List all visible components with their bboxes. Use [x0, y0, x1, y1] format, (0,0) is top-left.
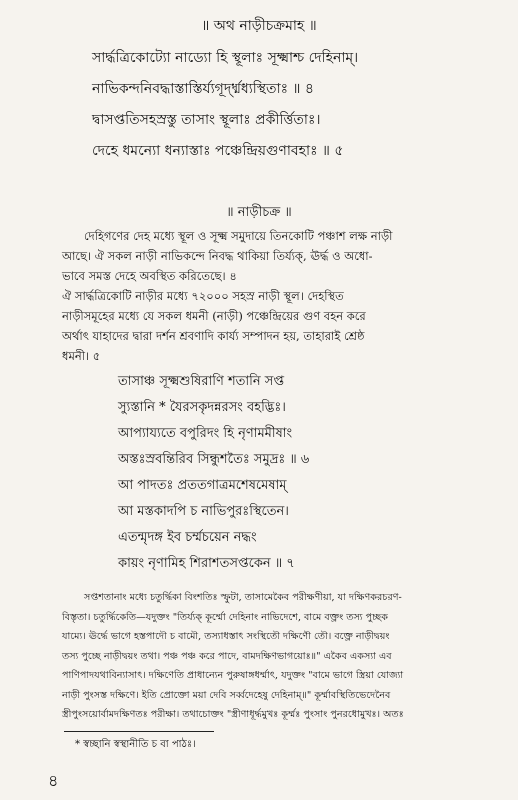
prose-line: অর্থাৎ যাহাদের দ্বারা দর্শন শ্রবণাদি কার্য্য সম্পাদন হয়, তাহারাই শ্রেষ্ঠ	[62, 329, 365, 343]
commentary-line: তস্য পুচ্ছে নাড়ীদ্বয়ং তথা। পঞ্চ পঞ্চ করে পাদে, বামদক্ষিণভাগয়োঃ॥" একৈব একস্যা এব	[62, 650, 392, 662]
verse-line: এতন্মৃদঙ্গ ইব চর্ম্মচয়েন নদ্ধং	[118, 530, 257, 545]
prose-line: ঐ সার্দ্ধত্রিকোটি নাড়ীর মধ্যে ৭২০০০ সহস্র নাড়ী স্থূল। দেহস্থিত	[62, 289, 344, 303]
prose-line: দেহিগণের দেহ মধ্যে স্থূল ও সূক্ষ্ম সমুদায়ে তিনকোটি পঞ্চাশ লক্ষ নাড়ী	[84, 229, 393, 243]
verse-line: অস্তঃস্রবন্তিরিব সিন্ধুশতৈঃ সমুদ্রঃ ॥ ৬	[118, 452, 310, 467]
prose-line: ধমনী। ৫	[62, 349, 101, 363]
prose-line: ভাবে সমস্ত দেহে অবস্থিত করিতেছে। ৪	[62, 269, 237, 283]
commentary-line: নাড়ী পুংসস্ত দক্ষিণে। ইতি প্রোক্তো ময়া দেবি সর্ব্বদেহেষু দেহিনাম্॥" কূর্ম্মাবস্থিতিভেদেনৈব	[62, 689, 391, 701]
verse-line: আপ্যায্যতে বপুরিদং হি নৃণামমীষাং	[118, 426, 293, 441]
verse-line: আ পাদতঃ প্রততগাত্রমশেষমেষাম্	[118, 478, 287, 493]
commentary-line: বিস্তৃতা। চতুর্দ্ধিকেতি—যদুক্তং "তির্য্যক্‌ কূর্ম্মো দেহিনাং নাভিদেশে, বামে বক্ত্রং তস্য পুচ্ছক	[62, 611, 388, 623]
footnote-divider	[64, 731, 214, 732]
verse-line: স্যুস্তানি * যৈরসকৃদন্নরসং বহদ্ভিঃ।	[118, 400, 286, 415]
verse-line: কায়ং নৃণামিহ শিরাশতসপ্তকেন ॥ ৭	[118, 556, 295, 571]
verse-line: আ মস্তকাদপি চ নাভিপুরঃস্থিতেন।	[118, 504, 289, 519]
verse-line: দেহে ধমন্যো ধন্যাস্তাঃ পঞ্চেন্দ্রিয়গুণাবহাঃ ॥ ৫	[92, 143, 344, 159]
section-heading: ॥ অথ নাড়ীচক্রমাহ ॥	[201, 18, 317, 34]
footnote: * স্বচ্ছানি স্বস্থানীতি চ বা পাঠঃ।	[75, 739, 196, 750]
verse-line: নাভিকন্দনিবদ্ধাস্তাস্তির্য্যগূর্দ্ধ্মধ্যস্থিতাঃ ॥ ৪	[92, 81, 314, 97]
subsection-heading: ॥ নাড়ীচক্র ॥	[226, 205, 292, 220]
commentary-line: স্ত্রীপুংসয়োর্বামদক্ষিণতঃ পরীক্ষা। তথাচোক্তং "স্ত্রীণাধূর্দ্ধমুখঃ কূর্ম্মঃ পুংসাং পুনরধোমুখঃ। অতঃ	[62, 709, 404, 720]
commentary-line: যাম্যে। ঊর্দ্ধে ভাগে হস্তপাদৌ চ বামৌ, তস্যাধস্তাৎ সংস্থিতৌ দক্ষিণৌ তৌ। বক্ত্রে নাড়ীদ্বয়ং	[62, 631, 390, 642]
commentary-line: পাণিপাদযথাবিন্যাসাৎ। দক্ষিণেতি প্রাধান্যেন পুরুষাঙ্গধর্ম্মাৎ, যদুক্তং "বামে ভাগে স্ত্রিয়া যোজ্যা	[62, 670, 404, 681]
verse-line: দ্বাসপ্ততিসহস্রস্তু তাসাং স্থূলাঃ প্রকীর্ত্তিতাঃ।	[92, 112, 321, 128]
commentary-line: সপ্তশতানাং মধ্যে চতুর্দ্ধিকা বিংশতিঃ স্ফুটা, তাসামেকৈব পরীক্ষণীয়া, যা দক্ষিণকরচরণ-	[84, 592, 402, 603]
page-number: ৪	[48, 771, 59, 790]
prose-line: আছে। ঐ সকল নাড়ী নাভিকন্দে নিবদ্ধ থাকিয়া তির্য্যক্‌, ঊর্দ্ধ ও অধো-	[62, 249, 373, 263]
verse-line: তাসাঞ্চ সূক্ষ্মশুষিরাণি শতানি সপ্ত	[118, 374, 285, 389]
verse-line: সার্দ্ধত্রিকোট্যো নাড্যো হি স্থূলাঃ সূক্ষ্মাশ্চ দেহিনাম্।	[92, 50, 359, 66]
prose-line: নাড়ীসমূহের মধ্যে যে সকল ধমনী (নাড়ী) পঞ্চেন্দ্রিয়ের গুণ বহন করে	[62, 309, 366, 323]
